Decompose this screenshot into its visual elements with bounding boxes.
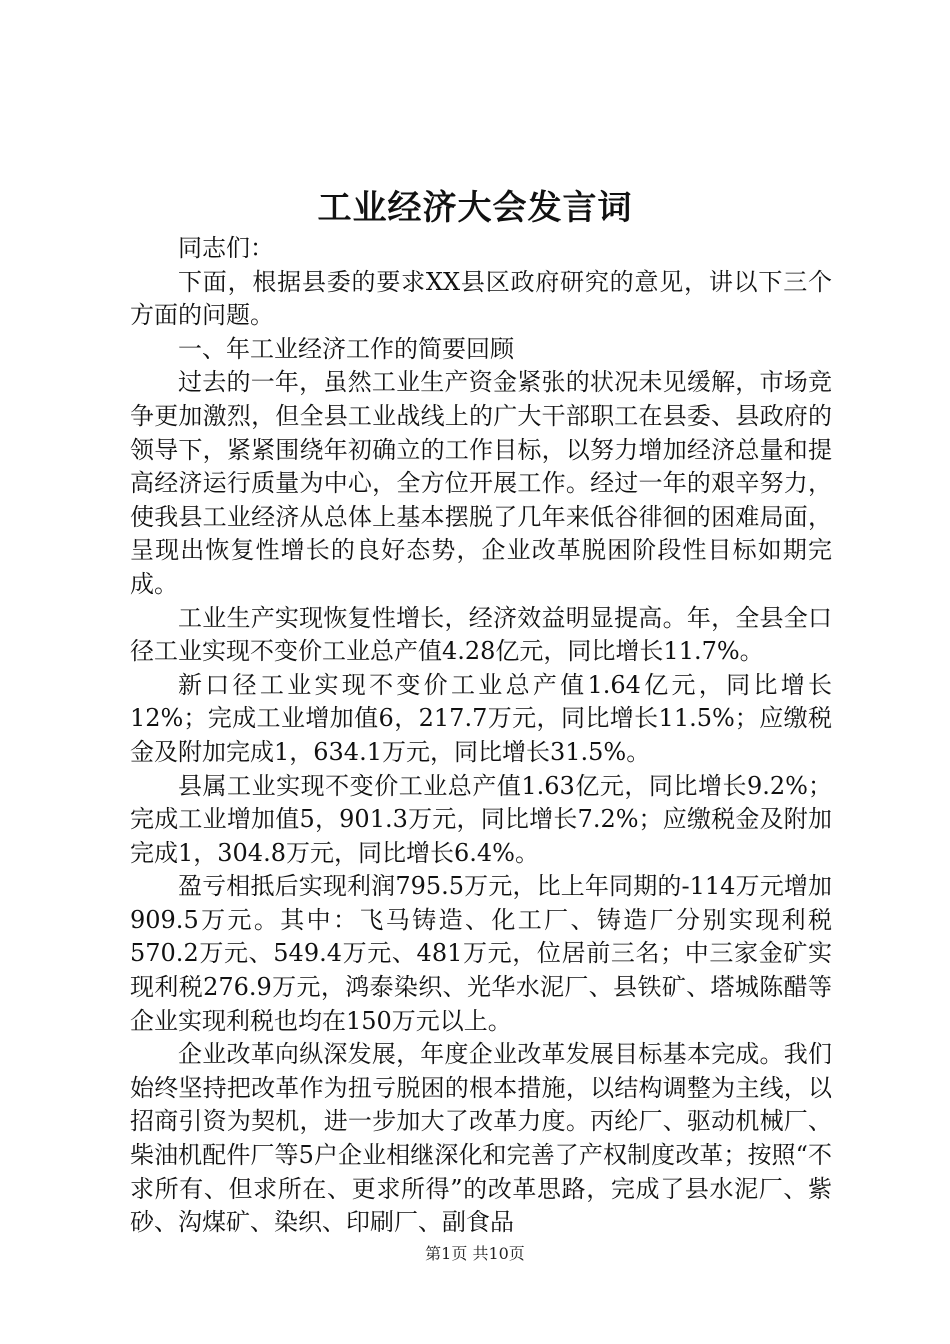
body-paragraph: 企业改革向纵深发展，年度企业改革发展目标基本完成。我们始终坚持把改革作为扭亏脱困的根本措施，以结构调整为主线，以招商引资为契机，进一步加大了改革力度。丙纶厂、驱动机械厂、柴油机配件厂等5户企业相继深化和完善了产权制度改革；按照“不求所有、但求所在、更求所得”的改革思路，完成了县水泥厂、紫砂、沟煤矿、染织、印刷厂、副食品 [130, 1040, 832, 1237]
body-paragraph: 县属工业实现不变价工业总产值1.63亿元，同比增长9.2%；完成工业增加值5，901.3万元，同比增长7.2%；应缴税金及附加完成1，304.8万元，同比增长6.4%。 [130, 771, 832, 867]
document-title: 工业经济大会发言词 [317, 188, 633, 228]
page-number-footer: 第1页 共10页 [425, 1244, 525, 1263]
intro-paragraph: 下面，根据县委的要求XX县区政府研究的意见，讲以下三个方面的问题。 [130, 267, 832, 330]
body-paragraph: 过去的一年，虽然工业生产资金紧张的状况未见缓解，市场竞争更加激烈，但全县工业战线上的广大干部职工在县委、县政府的领导下，紧紧围绕年初确立的工作目标，以努力增加经济总量和提高经济运行质量为中心，全方位开展工作。经过一年的艰辛努力，使我县工业经济从总体上基本摆脱了几年来低谷徘徊的困难局面，呈现出恢复性增长的良好态势，企业改革脱困阶段性目标如期完成。 [130, 368, 832, 598]
salutation-paragraph: 同志们： [178, 234, 274, 262]
body-paragraph: 新口径工业实现不变价工业总产值1.64亿元，同比增长12%；完成工业增加值6，217.7万元，同比增长11.5%；应缴税金及附加完成1，634.1万元，同比增长31.5%。 [130, 670, 832, 766]
body-paragraph: 工业生产实现恢复性增长，经济效益明显提高。年，全县全口径工业实现不变价工业总产值4.28亿元，同比增长11.7%。 [130, 603, 832, 666]
body-paragraph: 盈亏相抵后实现利润795.5万元，比上年同期的-114万元增加909.5万元。其中：飞马铸造、化工厂、铸造厂分别实现利税570.2万元、549.4万元、481万元，位居前三名；中三家金矿实现利税276.9万元，鸿泰染织、光华水泥厂、县铁矿、塔城陈醋等企业实现利税也均在150万元以上。 [130, 872, 832, 1035]
section-heading: 一、年工业经济工作的简要回顾 [178, 334, 514, 363]
document-body [130, 232, 832, 1240]
